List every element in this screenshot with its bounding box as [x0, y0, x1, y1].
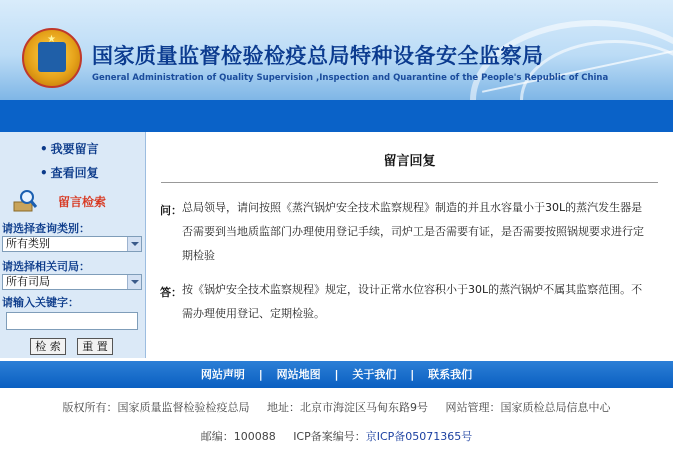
keyword-label: 请输入关键字： — [2, 296, 79, 309]
footer-link-statement[interactable]: 网站声明 — [200, 368, 245, 381]
answer-tag: 答： — [160, 286, 182, 299]
magnifier-icon — [12, 188, 38, 214]
chevron-down-icon — [127, 275, 141, 289]
question-tag: 问： — [160, 204, 182, 217]
question-text: 总局领导，请问按照《蒸汽锅炉安全技术监察规程》制造的并且水容量小于30L的蒸汽发生器是 否需要到当地质监部门办理使用登记手续，司炉工是否需要有证，是否需要按照锅规要求进行定 期检验 — [182, 201, 644, 262]
footer-nav-bar — [0, 361, 673, 388]
search-button[interactable]: 检 索 — [30, 338, 66, 355]
top-nav-bar — [0, 100, 673, 132]
bullet-icon: • — [40, 142, 48, 156]
category-label: 请选择查询类别： — [2, 222, 90, 235]
footer-links — [0, 361, 673, 388]
category-select[interactable]: 所有类别 — [2, 236, 142, 252]
footer-separator: | — [334, 368, 339, 381]
reset-button[interactable]: 重 置 — [77, 338, 113, 355]
footer-link-sitemap[interactable]: 网站地图 — [276, 368, 321, 381]
site-subtitle: General Administration of Quality Supervision ,Inspection and Quarantine of the People's Republic of China — [92, 73, 609, 83]
national-emblem-icon: ★ — [22, 28, 82, 88]
site-title: 国家质量监督检验检疫总局特种设备安全监察局 — [92, 44, 544, 68]
page-title: 留言回复 — [383, 154, 436, 169]
footer-info-line-2: 邮编：100088 ICP备案编号：京ICP备05071365号 — [200, 430, 473, 443]
keyword-input[interactable] — [6, 312, 138, 330]
header-banner — [0, 0, 673, 100]
footer-separator: | — [258, 368, 263, 381]
nav-view-replies[interactable]: • 查看回复 — [40, 166, 99, 180]
search-title: 留言检索 — [58, 195, 107, 209]
main-content — [146, 132, 673, 358]
footer-info-line-1: 版权所有：国家质量监督检验检疫总局 地址：北京市海淀区马甸东路9号 网站管理：国家质检总局信息中心 — [62, 401, 611, 414]
department-select[interactable]: 所有司局 — [2, 274, 142, 290]
footer-separator: | — [410, 368, 415, 381]
bullet-icon: • — [40, 166, 48, 180]
search-section-header — [0, 188, 145, 212]
department-label: 请选择相关司局： — [2, 260, 90, 273]
footer-link-contact[interactable]: 联系我们 — [428, 368, 473, 381]
sidebar — [0, 132, 146, 358]
answer-text: 按《锅炉安全技术监察规程》规定，设计正常水位容积小于30L的蒸汽锅炉不属其监察范围。不 需办理使用登记、定期检验。 — [182, 283, 643, 320]
icp-link[interactable]: 京ICP备05071365号 — [365, 430, 473, 443]
divider — [161, 182, 658, 183]
nav-leave-message[interactable]: • 我要留言 — [40, 142, 99, 156]
footer-link-about[interactable]: 关于我们 — [352, 368, 397, 381]
chevron-down-icon — [127, 237, 141, 251]
